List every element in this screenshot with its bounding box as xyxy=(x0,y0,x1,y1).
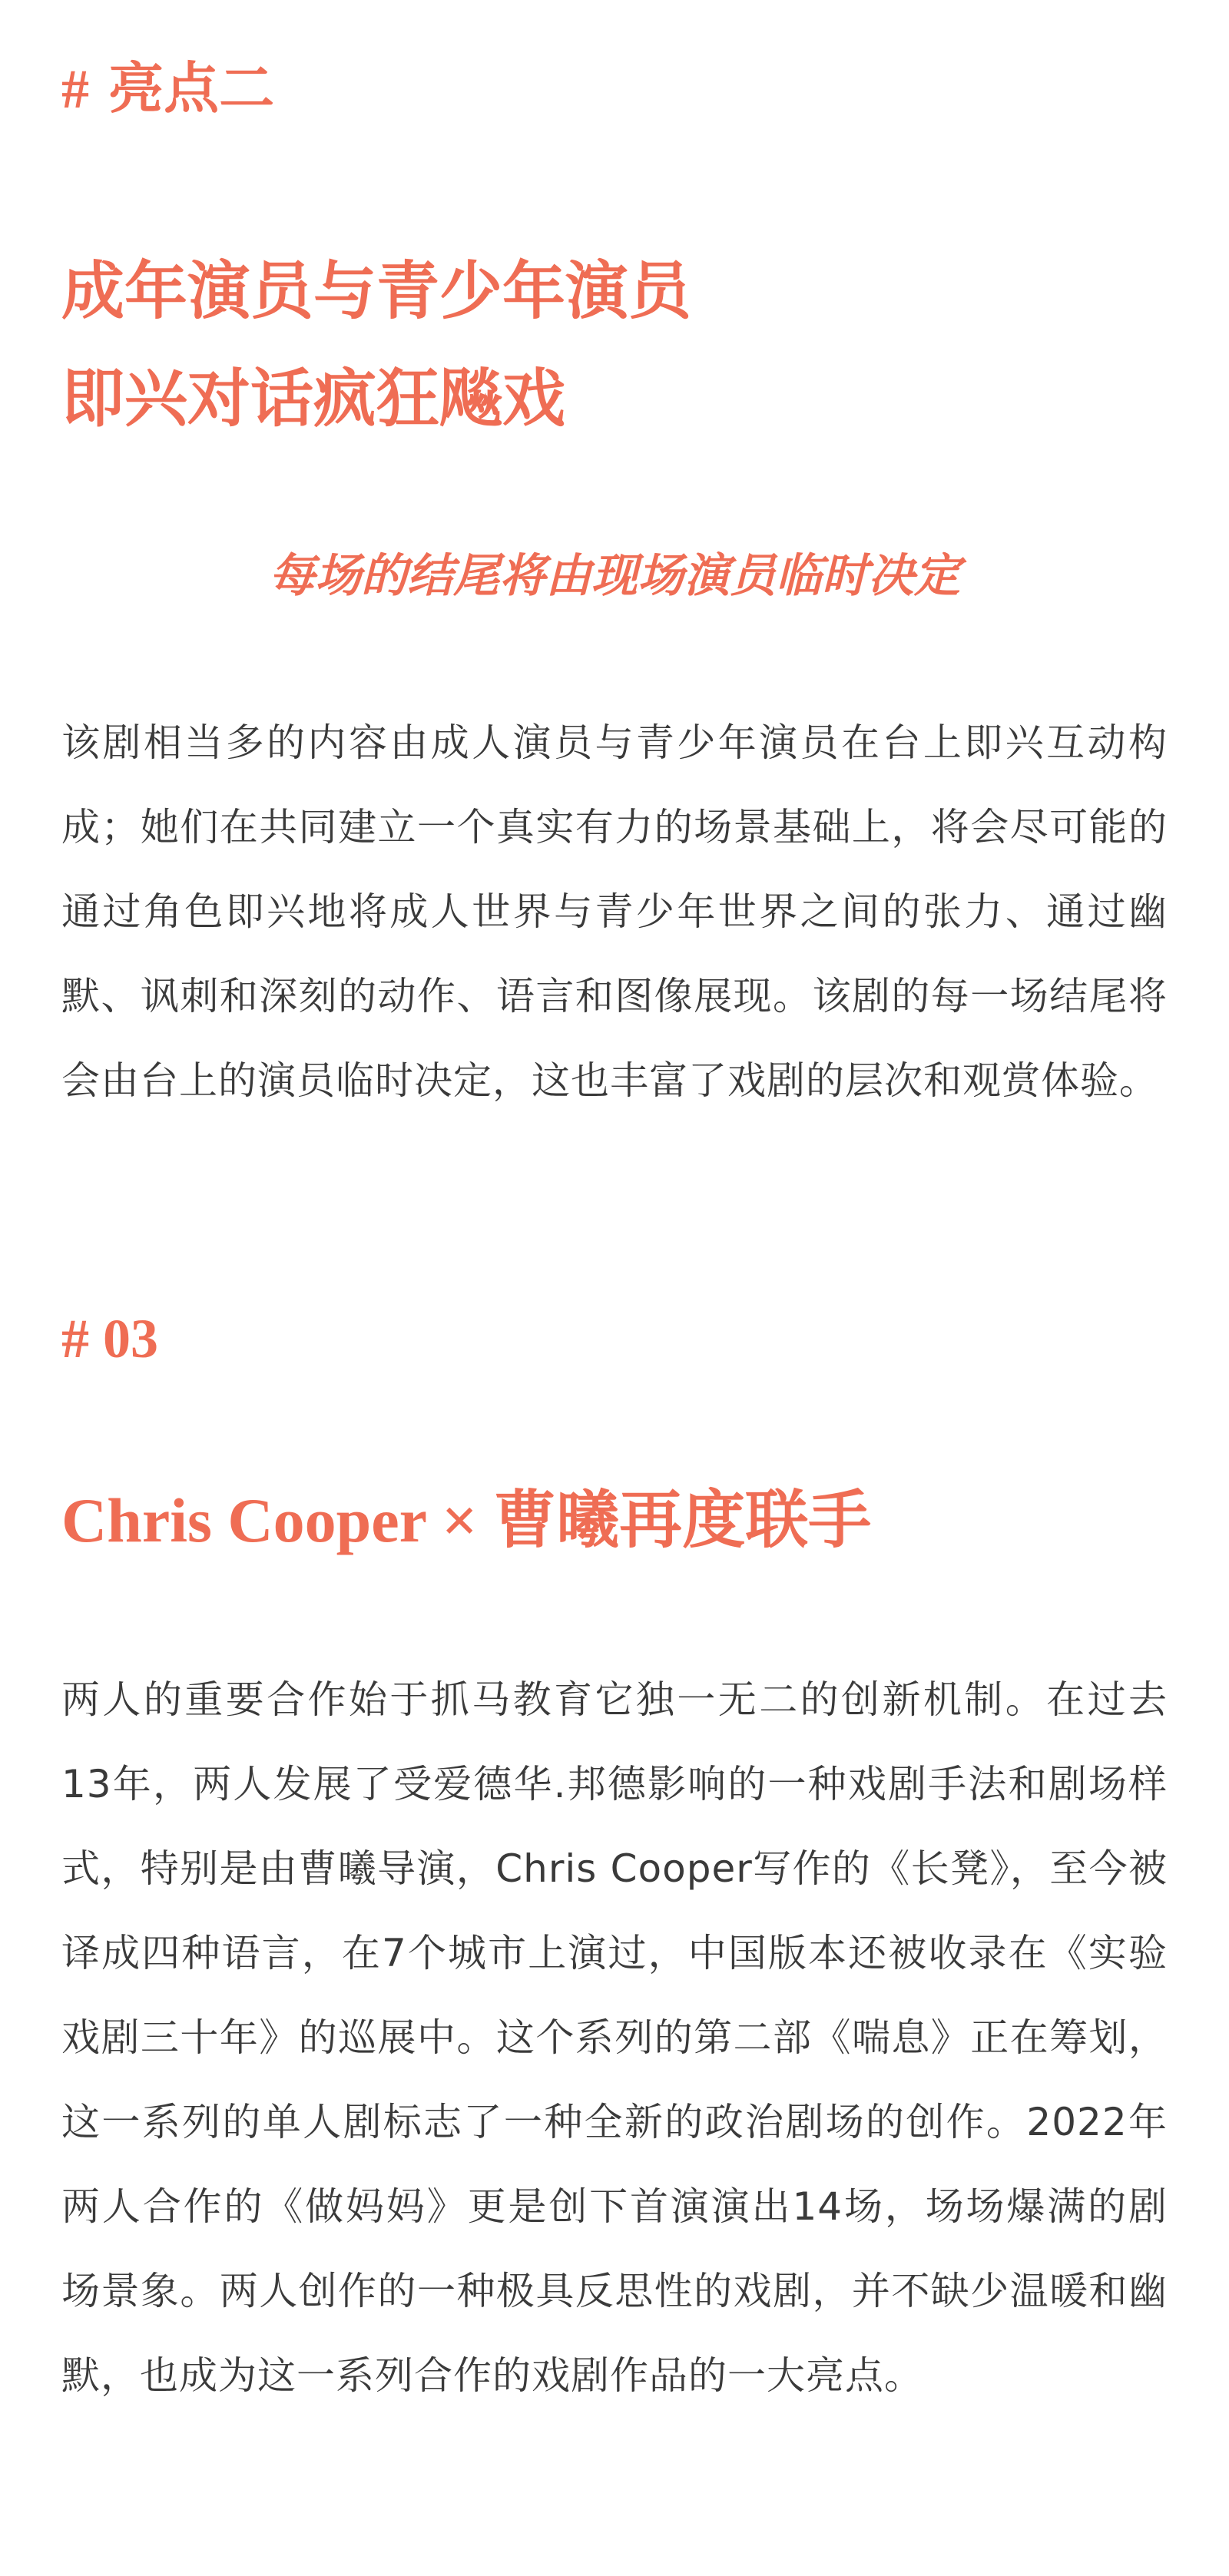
headline-line-1: 成年演员与青少年演员 xyxy=(61,255,692,328)
headline-latin: Chris Cooper × xyxy=(61,1485,494,1555)
headline-highlight-two xyxy=(61,238,691,453)
paragraph-section-03: 两人的重要合作始于抓马教育它独一无二的创新机制。在过去13年，两人发展了受爱德华.邦德影响的一种戏剧手法和剧场样式，特别是由曹曦导演，Chris Cooper写作的《长凳》，至今被译成四种语言，在7个城市上演过，中国版本还被收录在《实验戏剧三十年》的巡展中。这个系列的第二部《喘息》正在筹划，这一系列的单人剧标志了一种全新的政治剧场的创作。2022年两人合作的《做妈妈》更是创下首演演出14场，场场爆满的剧场景象。两人创作的一种极具反思性的戏剧，并不缺少温暖和幽默，也成为这一系列合作的戏剧作品的一大亮点。 xyxy=(61,1677,1168,2398)
headline-cn: 曹曦再度联手 xyxy=(493,1484,872,1557)
headline-line-2: 即兴对话疯狂飚戏 xyxy=(61,363,566,435)
section-tag-03: # 03 xyxy=(61,1308,158,1369)
headline-section-03 xyxy=(61,1467,871,1574)
tagline: 每场的结尾将由现场演员临时决定 xyxy=(269,549,960,603)
section-tag-label: 亮点二 xyxy=(108,56,275,121)
paragraph-highlight-two: 该剧相当多的内容由成人演员与青少年演员在台上即兴互动构成；她们在共同建立一个真实有力的场景基础上，将会尽可能的通过角色即兴地将成人世界与青少年世界之间的张力、通过幽默、讽刺和深刻的动作、语言和图像展现。该剧的每一场结尾将会由台上的演员临时决定，这也丰富了戏剧的层次和观赏体验。 xyxy=(61,720,1168,1103)
hash-mark: # xyxy=(61,58,89,120)
section-tag-highlight-two xyxy=(61,55,274,122)
